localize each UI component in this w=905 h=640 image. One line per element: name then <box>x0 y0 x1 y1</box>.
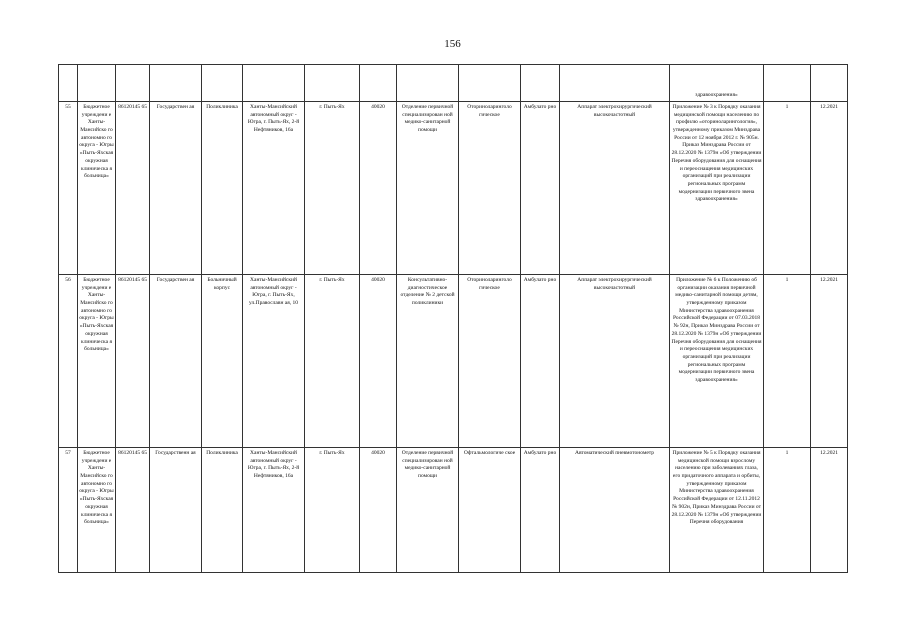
table-cell <box>459 65 521 102</box>
care-conditions: Амбулато рно <box>521 448 560 573</box>
delivery-date: 12.2021 <box>811 275 848 448</box>
city: г. Пыть-Ях <box>305 102 360 275</box>
inn: 86120145 65 <box>116 448 150 573</box>
inn: 86120145 65 <box>116 275 150 448</box>
code: 40020 <box>360 448 397 573</box>
ownership-form: Государствен ая <box>150 275 202 448</box>
code: 40020 <box>360 275 397 448</box>
table-row <box>59 275 848 448</box>
table-cell <box>305 65 360 102</box>
institution-name: Бюджетное учреждени е Ханты-Мансийско го автономно го округа - Югры «Пыть-Яхская окружная клиническа я больница» <box>78 275 116 448</box>
table-cell <box>521 65 560 102</box>
legal-basis: Приложение № 5 к Порядку оказания медицинской помощи взрослому населению при заболеваниях глаза, его придаточного аппарата и орбиты, утвержденному приказом Министерства здравоохранения Российской Федерации от 12.11.2012 № 902н, Приказ Минздрава России от 28.12.2020 № 1379н «Об утверждении Перечня оборудования <box>670 448 764 573</box>
register-table <box>58 64 848 573</box>
table-cell <box>59 65 78 102</box>
table-cell <box>397 65 459 102</box>
table-cell <box>150 65 202 102</box>
legal-basis: Приложение № 3 к Порядку оказания медицинской помощи населению по профилю «оториноларингология», утвержденному приказом Минздрава России от 12 ноября 2012 г. № 905н. Приказ Минздрава России от 28.12.2020 № 1379н «Об утверждении Перечня оборудования для оснащения и переоснащения медицинских организаций при реализации региональных программ модернизации первичного звена здравоохранения» <box>670 102 764 275</box>
table-cell <box>116 65 150 102</box>
city: г. Пыть-Ях <box>305 448 360 573</box>
institution-name: Бюджетное учреждени е Ханты-Мансийско го автономно го округа - Югры «Пыть-Яхская окружная клиническа я больница» <box>78 102 116 275</box>
profile: Оториноларинголо гическое <box>459 102 521 275</box>
row-number: 56 <box>59 275 78 448</box>
care-conditions: Амбулато рно <box>521 102 560 275</box>
table-cell: здравоохранения» <box>670 65 764 102</box>
table-cell <box>764 65 811 102</box>
table-cell <box>360 65 397 102</box>
profile: Оториноларинголо гическое <box>459 275 521 448</box>
care-conditions: Амбулато рно <box>521 275 560 448</box>
legal-basis: Приложение № 6 к Положению об организации оказания первичной медико-санитарной помощи детям, утвержденному приказом Министерства здравоохранения Российской Федерации от 07.03.2018 № 92н, Приказ Минздрава России от 28.12.2020 № 1379н «Об утверждении Перечня оборудования для оснащения и переоснащения медицинских организаций при реализации региональных программ модернизации первичного звена здравоохранения» <box>670 275 764 448</box>
page-number: 156 <box>444 38 461 50</box>
row-number: 57 <box>59 448 78 573</box>
city: г. Пыть-Ях <box>305 275 360 448</box>
building-type: Поликлиника <box>202 448 243 573</box>
department: Консультативно-диагностическое отделение № 2 детской поликлиники <box>397 275 459 448</box>
address: Ханты-Мансийский автономный округ - Югра, г. Пыть-Ях, 2-й Нефтяников, 16а <box>243 448 305 573</box>
table-row <box>59 102 848 275</box>
department: Отделение первичной специализирован ной медико-санитарной помощи <box>397 448 459 573</box>
table-cell <box>243 65 305 102</box>
equipment-name: Аппарат электрохирургический высокочастотный <box>560 102 670 275</box>
table-cell <box>560 65 670 102</box>
institution-name: Бюджетное учреждени е Ханты-Мансийско го автономно го округа - Югры «Пыть-Яхская окружная клиническа я больница» <box>78 448 116 573</box>
building-type: Поликлиника <box>202 102 243 275</box>
building-type: Больничный корпус <box>202 275 243 448</box>
quantity: 1 <box>764 275 811 448</box>
ownership-form: Государственн ая <box>150 448 202 573</box>
code: 40020 <box>360 102 397 275</box>
table-cell <box>202 65 243 102</box>
delivery-date: 12.2021 <box>811 448 848 573</box>
table-row <box>59 448 848 573</box>
table-row-continuation <box>59 65 848 102</box>
quantity: 1 <box>764 448 811 573</box>
quantity: 1 <box>764 102 811 275</box>
inn: 86120145 65 <box>116 102 150 275</box>
profile: Офтальмологиче ское <box>459 448 521 573</box>
equipment-name: Аппарат электрохирургический высокочастотный <box>560 275 670 448</box>
ownership-form: Государствен ая <box>150 102 202 275</box>
row-number: 55 <box>59 102 78 275</box>
address: Ханты-Мансийский автономный округ - Югра, г. Пыть-Ях, ул.Православн ая, 10 <box>243 275 305 448</box>
table-cell <box>811 65 848 102</box>
equipment-name: Автоматический пневмотонометр <box>560 448 670 573</box>
address: Ханты-Мансийский автономный округ - Югра, г. Пыть-Ях, 2-й Нефтяников, 16а <box>243 102 305 275</box>
table-cell <box>78 65 116 102</box>
delivery-date: 12.2021 <box>811 102 848 275</box>
department: Отделение первичной специализирован ной медико-санитарной помощи <box>397 102 459 275</box>
